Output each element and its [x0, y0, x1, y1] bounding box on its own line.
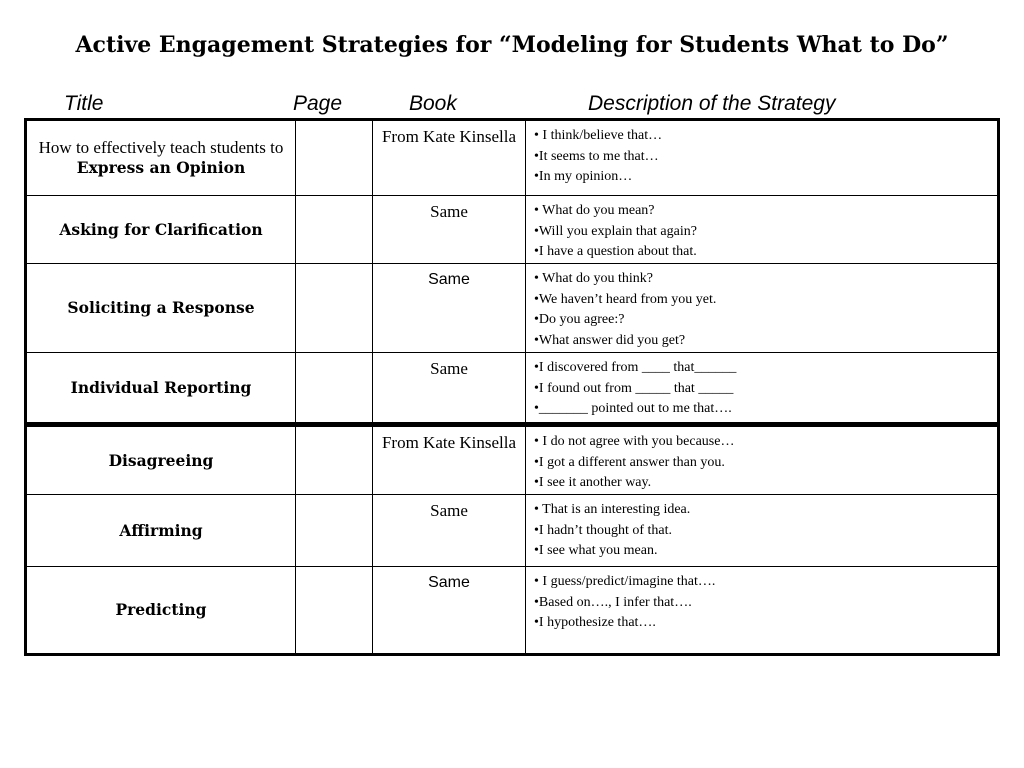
table-row: [26, 120, 999, 196]
page-cell: [296, 567, 373, 655]
description-line: •I have a question about that.: [534, 244, 697, 259]
strategy-title-cell: [26, 353, 296, 425]
description-cell: [526, 353, 999, 425]
page-cell: [296, 353, 373, 425]
strategy-title-cell: [26, 495, 296, 567]
description-line: •Do you agree:?: [534, 312, 625, 327]
strategy-title: Affirming: [119, 520, 203, 540]
column-header-page: Page: [293, 92, 343, 115]
book-cell: Same: [373, 567, 526, 655]
strategies-table: [24, 118, 1000, 656]
description-line: • I guess/predict/imagine that….: [534, 574, 716, 589]
column-header-description: Description of the Strategy: [588, 92, 836, 115]
strategy-title-cell: [26, 196, 296, 264]
description-line: •I got a different answer than you.: [534, 454, 725, 470]
description-line: •It seems to me that…: [534, 148, 659, 164]
description-line: •I hypothesize that….: [534, 615, 656, 630]
table-row: [26, 495, 999, 567]
book-cell: Same: [373, 264, 526, 353]
description-cell: [526, 425, 999, 495]
book-cell: Same: [373, 495, 526, 567]
table-row: [26, 567, 999, 655]
description-line: •What answer did you get?: [534, 332, 686, 348]
table-row: [26, 425, 999, 495]
column-header-title: Title: [64, 92, 104, 115]
description-line: • What do you think?: [534, 271, 653, 286]
description-line: • I do not agree with you because…: [534, 434, 735, 449]
strategy-title: Soliciting a Response: [67, 298, 255, 317]
page-title: Active Engagement Strategies for “Modeling for Students What to Do”: [75, 32, 949, 58]
description-line: • That is an interesting idea.: [534, 502, 691, 517]
strategy-title-cell: [26, 264, 296, 353]
description-cell: [526, 264, 999, 353]
description-line: •Will you explain that again?: [534, 223, 697, 239]
description-line: •I discovered from ____ that______: [534, 360, 737, 375]
strategy-title: Individual Reporting: [70, 377, 252, 397]
description-line: •Based on…., I infer that….: [534, 594, 692, 610]
description-line: •_______ pointed out to me that….: [534, 401, 732, 416]
strategy-title: Asking for Clarification: [59, 219, 263, 239]
description-line: •In my opinion…: [534, 169, 633, 184]
description-cell: [526, 196, 999, 264]
description-line: •I see it another way.: [534, 475, 652, 490]
description-line: • I think/believe that…: [534, 128, 663, 143]
strategy-title: Predicting: [115, 600, 207, 619]
strategy-title-cell: [26, 120, 296, 196]
description-cell: [526, 120, 999, 196]
description-cell: [526, 495, 999, 567]
strategy-title-cell: [26, 425, 296, 495]
table-row: [26, 264, 999, 353]
strategy-title-cell: [26, 567, 296, 655]
description-line: • What do you mean?: [534, 203, 655, 218]
book-cell: From Kate Kinsella: [373, 425, 526, 495]
strategy-title: Disagreeing: [108, 450, 214, 470]
description-line: •We haven’t heard from you yet.: [534, 291, 717, 307]
book-cell: Same: [373, 196, 526, 264]
strategy-title: Express an Opinion: [76, 158, 246, 177]
description-line: •I hadn’t thought of that.: [534, 522, 673, 538]
description-line: •I found out from _____ that _____: [534, 380, 734, 396]
table-row: [26, 353, 999, 425]
description-line: •I see what you mean.: [534, 543, 658, 558]
table-row: [26, 196, 999, 264]
book-cell: From Kate Kinsella: [373, 120, 526, 196]
page-cell: [296, 425, 373, 495]
description-cell: [526, 567, 999, 655]
page-cell: [296, 495, 373, 567]
page-cell: [296, 120, 373, 196]
page-cell: [296, 196, 373, 264]
page-cell: [296, 264, 373, 353]
column-header-book: Book: [409, 92, 457, 115]
book-cell: Same: [373, 353, 526, 425]
strategy-title-prefix: How to effectively teach students to: [38, 138, 284, 157]
